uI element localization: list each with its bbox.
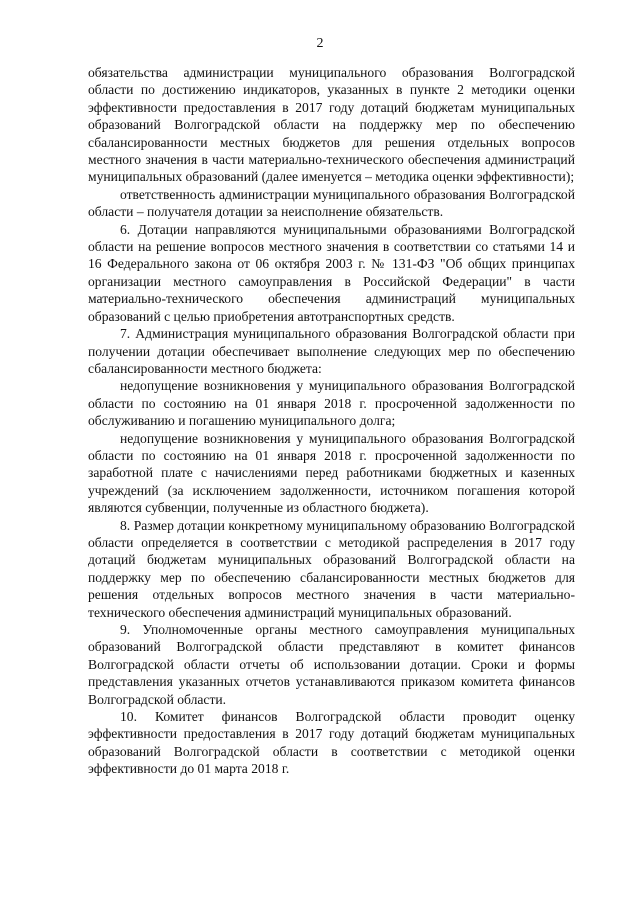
paragraph-item-9: 9. Уполномоченные органы местного самоуправления муниципальных образований Волгоградской области представляют в комитет финансов Волгоградской области отчеты об использовании дотации. Сроки и формы представления указанных отчетов устанавливаются приказом комитета финансов Волгоградской области. [88,622,575,707]
page-number: 2 [316,36,324,51]
document-body [88,64,575,778]
paragraph-obligations-continued: обязательства администрации муниципального образования Волгоградской области по достижению индикаторов, указанных в пункте 2 методики оценки эффективности предоставления в 2017 году дотаций бюджетам муниципальных образований Волгоградской области на поддержку мер по обеспечению сбалансированности местных бюджетов для решения отдельных вопросов местного значения в части материально-технического обеспечения администраций муниципальных образований (далее именуется – методика оценки эффективности); [88,65,575,185]
paragraph-item-7: 7. Администрация муниципального образования Волгоградской области при получении дотации обеспечивает выполнение следующих мер по обеспечению сбалансированности местного бюджета: [88,326,575,376]
paragraph-measure-wage-arrears: недопущение возникновения у муниципального образования Волгоградской области по состоянию на 01 января 2018 г. просроченной задолженности по заработной плате с начислениями перед работниками бюджетных и казенных учреждений (за исключением задолженности, источником погашения которой являются субвенции, полученные из областного бюджета). [88,430,575,516]
paragraph-measure-debt-service: недопущение возникновения у муниципального образования Волгоградской области по состоянию на 01 января 2018 г. просроченной задолженности по обслуживанию и погашению муниципального долга; [88,378,575,429]
paragraph-item-8: 8. Размер дотации конкретному муниципальному образованию Волгоградской области определяется в соответствии с методикой распределения в 2017 году дотаций бюджетам муниципальных образований Волгоградской области на поддержку мер по обеспечению сбалансированности местных бюджетов для решения отдельных вопросов местного значения в части материально-технического обеспечения администраций муниципальных образований. [88,517,575,620]
paragraph-item-10: 10. Комитет финансов Волгоградской области проводит оценку эффективности предоставления в 2017 году дотаций бюджетам муниципальных образований Волгоградской области в соответствии с методикой оценки эффективности до 01 марта 2018 г. [88,709,575,777]
paragraph-item-6: 6. Дотации направляются муниципальными образованиями Волгоградской области на решение вопросов местного значения в соответствии со статьями 14 и 16 Федерального закона от 06 октября 2003 г. № 131-ФЗ "Об общих принципах организации местного самоуправления в Российской Федерации" в части материально-технического обеспечения администраций муниципальных образований с целью приобретения автотранспортных средств. [88,221,575,324]
paragraph-responsibility: ответственность администрации муниципального образования Волгоградской области – получателя дотации за неисполнение обязательств. [88,186,575,220]
